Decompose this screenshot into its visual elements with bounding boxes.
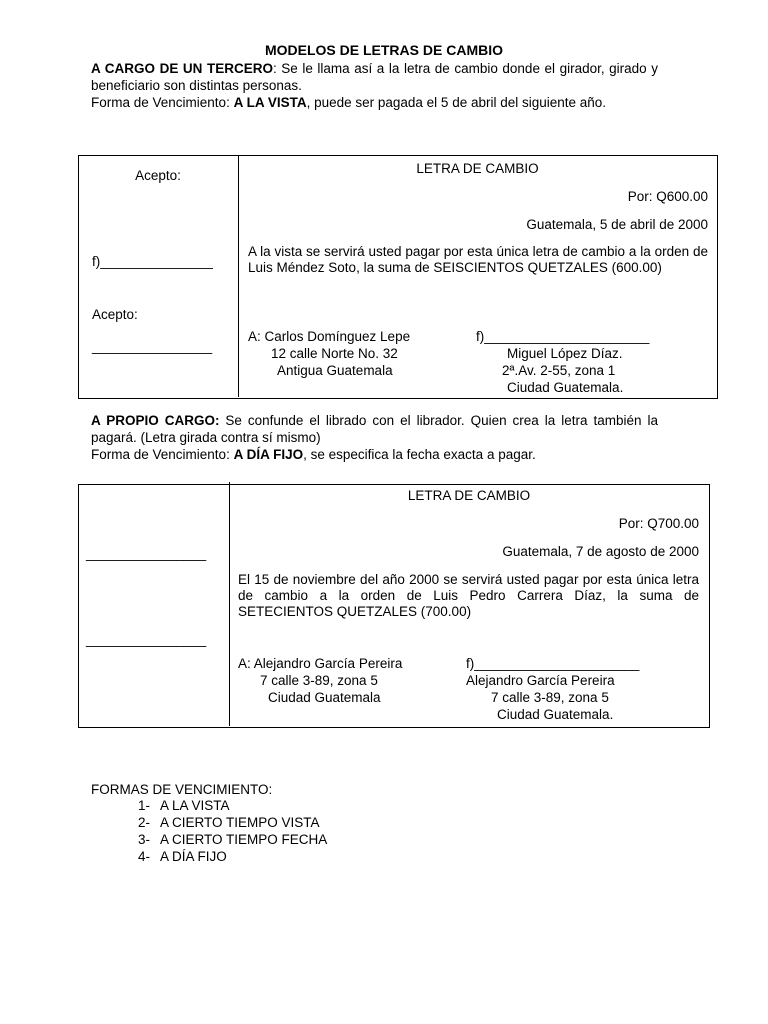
drawee-name: A: Alejandro García Pereira — [238, 656, 403, 671]
section-description: : Se le llama así a la letra de cambio donde el girador, girado y beneficiario son distintas personas. — [91, 61, 658, 93]
drawee-address: 7 calle 3-89, zona 5 — [260, 673, 378, 688]
forma-rest: , se especifica la fecha exacta a pagar. — [303, 447, 536, 462]
list-item — [138, 849, 227, 864]
signature-line: ________________ — [86, 546, 207, 561]
list-item — [138, 832, 327, 847]
drawee-address: Ciudad Guatemala — [268, 690, 381, 705]
list-item — [138, 798, 230, 813]
drawee-name: A: Carlos Domínguez Lepe — [248, 329, 411, 344]
signer-line: f)______________________ — [476, 329, 650, 344]
letra-heading: LETRA DE CAMBIO — [407, 488, 531, 503]
list-number: 4- — [138, 849, 151, 864]
section-a-cargo-tercero — [91, 60, 658, 111]
document-title: MODELOS DE LETRAS DE CAMBIO — [264, 42, 503, 58]
signer-name: Alejandro García Pereira — [466, 673, 615, 688]
forma-value: A LA VISTA — [233, 95, 307, 110]
forma-value: A DÍA FIJO — [233, 447, 304, 462]
section-description: Se confunde el librado con el librador. Quien crea la letra también la pagará. (Letra girada contra sí mismo) — [91, 413, 658, 445]
section-heading: A CARGO DE UN TERCERO — [91, 61, 273, 76]
list-number: 3- — [138, 832, 151, 847]
letra-heading: LETRA DE CAMBIO — [416, 161, 539, 176]
amount: Por: Q600.00 — [627, 189, 708, 204]
firma-line: f)_______________ — [92, 254, 213, 269]
letra-body: El 15 de noviembre del año 2000 se servirá usted pagar por esta única letra de cambio a la orden de Luis Pedro Carrera Díaz, la suma de SETECIENTOS QUETZALES (700.00) — [238, 572, 699, 619]
list-number: 1- — [138, 798, 151, 813]
drawee-address: Antigua Guatemala — [277, 363, 393, 378]
signature-line: ________________ — [86, 632, 207, 647]
drawee-address: 12 calle Norte No. 32 — [271, 346, 398, 361]
section-a-propio-cargo — [91, 412, 658, 463]
letra-body: A la vista se servirá usted pagar por esta única letra de cambio a la orden de Luis Méndez Soto, la suma de SEISCIENTOS QUETZALES (600.00) — [248, 244, 708, 275]
list-number: 2- — [138, 815, 151, 830]
list-label: A CIERTO TIEMPO VISTA — [160, 815, 320, 830]
list-item — [138, 815, 320, 830]
place-date: Guatemala, 5 de abril de 2000 — [526, 217, 708, 232]
place-date: Guatemala, 7 de agosto de 2000 — [502, 544, 699, 559]
acepto-label: Acepto: — [135, 168, 181, 183]
signer-line: f)______________________ — [466, 656, 640, 671]
forma-label: Forma de Vencimiento: — [91, 95, 234, 110]
signer-name: Miguel López Díaz. — [507, 346, 623, 361]
signer-address: Ciudad Guatemala. — [507, 380, 624, 395]
section-heading: A PROPIO CARGO: — [91, 413, 220, 428]
signer-address: Ciudad Guatemala. — [497, 707, 614, 722]
list-label: A LA VISTA — [160, 798, 230, 813]
formas-heading: FORMAS DE VENCIMIENTO: — [91, 782, 273, 797]
forma-label: Forma de Vencimiento: — [91, 447, 234, 462]
acepto-label: Acepto: — [92, 307, 138, 322]
list-label: A DÍA FIJO — [160, 849, 227, 864]
signature-line: ________________ — [92, 339, 213, 354]
list-label: A CIERTO TIEMPO FECHA — [160, 832, 328, 847]
signer-address: 2ª.Av. 2-55, zona 1 — [502, 363, 616, 378]
signer-address: 7 calle 3-89, zona 5 — [491, 690, 609, 705]
forma-rest: , puede ser pagada el 5 de abril del siguiente año. — [306, 95, 607, 110]
amount: Por: Q700.00 — [618, 516, 699, 531]
